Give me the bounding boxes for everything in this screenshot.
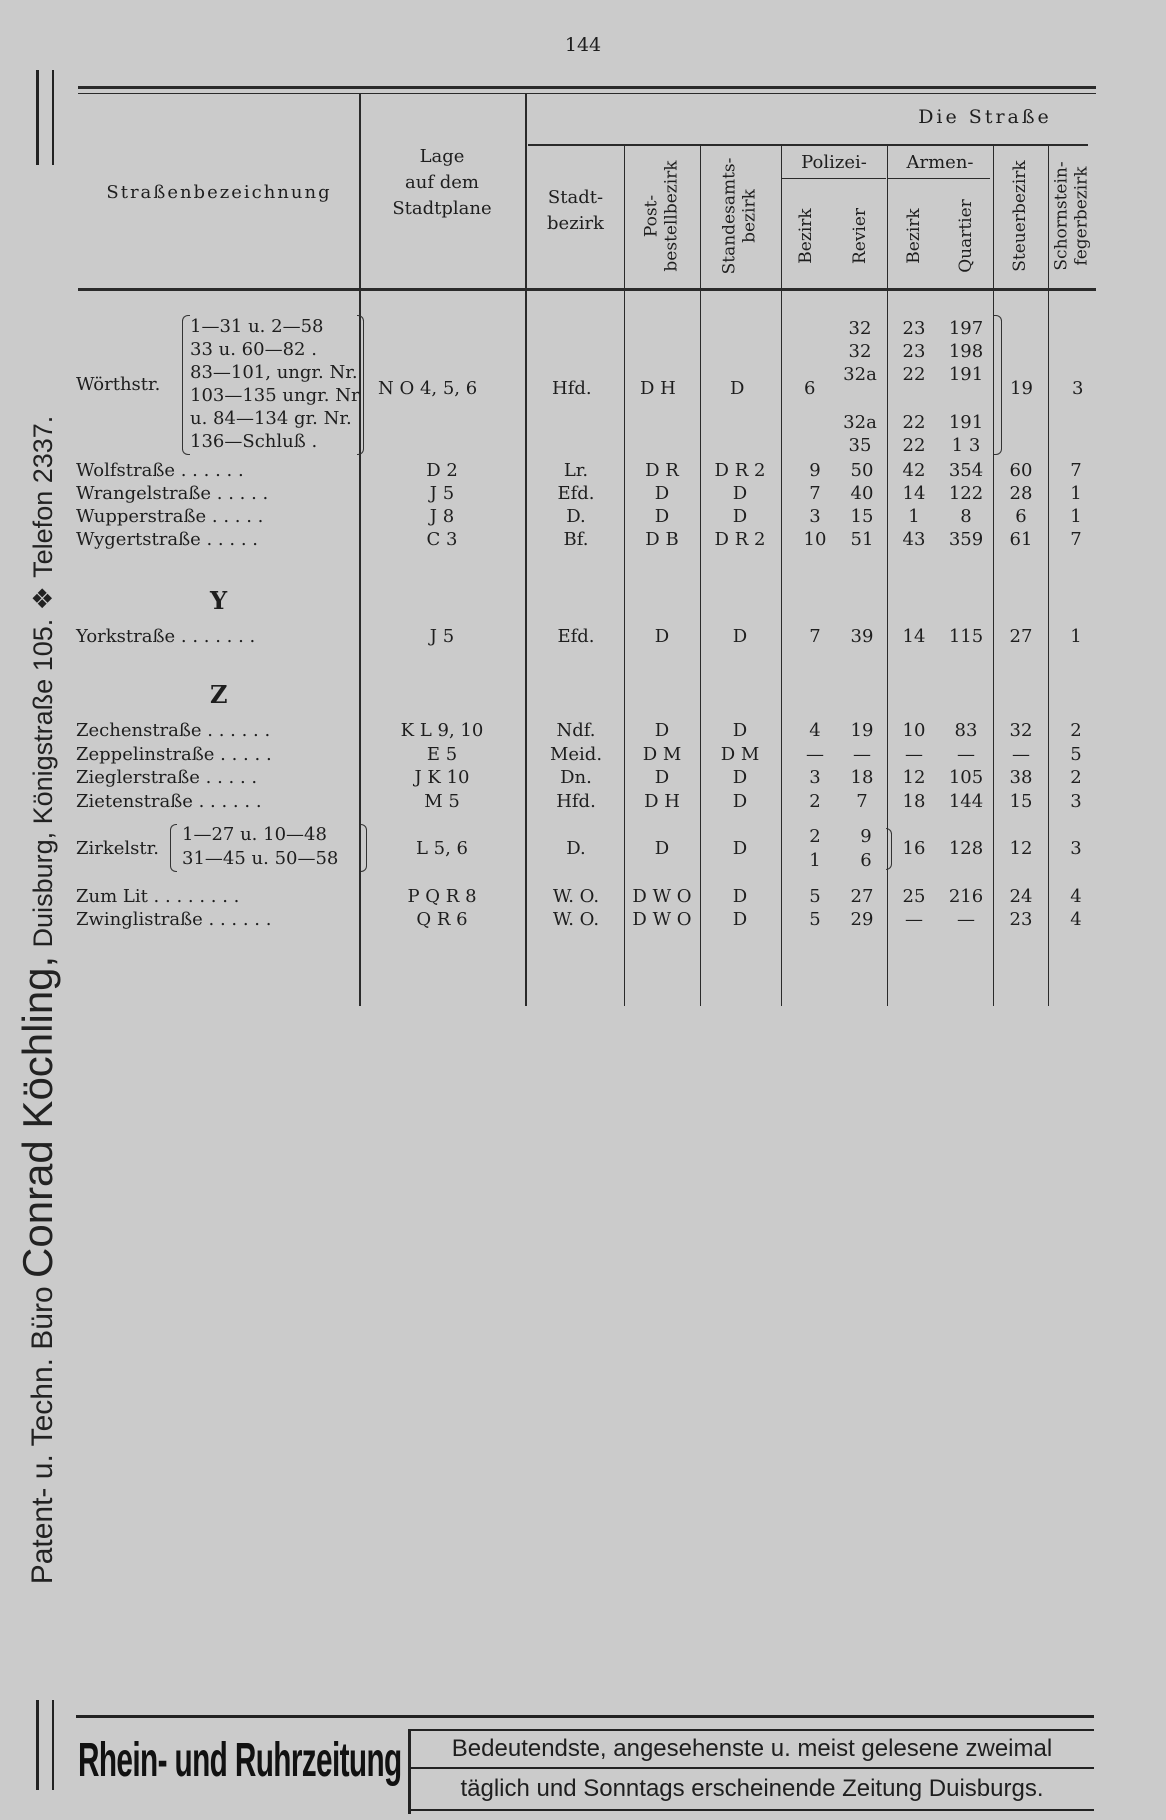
cell-q: 8 xyxy=(960,506,972,527)
zirkel-post: D xyxy=(654,838,670,859)
cell-rev: 18 xyxy=(850,767,874,788)
cell-q: 115 xyxy=(948,626,984,647)
header-armen-quartier: Quartier xyxy=(955,199,976,273)
cell-stand: D xyxy=(732,909,748,930)
header-polizei: Polizei- xyxy=(801,152,867,173)
table-row xyxy=(0,506,1166,529)
header-stand-line2: bezirk xyxy=(740,189,760,243)
zirkel-armen-bezirk: 16 xyxy=(902,838,926,859)
cell-st: 15 xyxy=(1009,790,1033,812)
woerth-range: 136—Schluß . xyxy=(190,431,318,452)
woerth-revier: 35 xyxy=(848,435,872,456)
zirkel-range: 31—45 u. 50—58 xyxy=(182,848,339,869)
cell-stadt: Dn. xyxy=(560,767,592,788)
cell-sch: 5 xyxy=(1070,743,1082,765)
cell-lage: C 3 xyxy=(426,529,458,550)
cell-sch: 3 xyxy=(1070,790,1082,812)
header-stadt-line2: bezirk xyxy=(547,213,604,235)
zirkel-schorn: 3 xyxy=(1070,838,1082,859)
cell-ab: 14 xyxy=(902,626,926,647)
header-schornstein xyxy=(1052,161,1093,270)
cell-stadt: Hfd. xyxy=(556,790,596,812)
woerth-name: Wörthstr. xyxy=(76,374,161,395)
cell-name: Zieglerstraße . . . . . xyxy=(76,767,258,788)
cell-name: Wygertstraße . . . . . xyxy=(76,529,258,550)
cell-stadt: W. O. xyxy=(552,886,600,907)
cell-pb: 7 xyxy=(809,483,821,504)
cell-pb: 5 xyxy=(809,909,821,930)
cell-lage: K L 9, 10 xyxy=(400,720,484,741)
woerth-quartier: 191 xyxy=(948,364,984,385)
zirkel-steuer: 12 xyxy=(1009,838,1033,859)
zirkel-revier: 6 xyxy=(860,850,872,871)
cell-post: D W O xyxy=(632,909,692,930)
header-lage-line1: Lage xyxy=(419,146,465,167)
header-armen: Armen- xyxy=(906,152,974,173)
cell-ab: 25 xyxy=(902,886,926,907)
header-lage-line3: Stadtplane xyxy=(392,198,492,220)
cell-q: 122 xyxy=(948,483,984,504)
cell-q: — xyxy=(957,743,975,765)
cell-pb: 5 xyxy=(809,886,821,907)
cell-q: 105 xyxy=(948,767,984,788)
cell-pb: 7 xyxy=(809,626,821,647)
table-row xyxy=(0,626,1166,649)
cell-sch: 1 xyxy=(1070,506,1082,527)
cell-lage: Q R 6 xyxy=(416,909,468,930)
cell-rev: — xyxy=(853,743,871,765)
cell-rev: 39 xyxy=(850,626,874,647)
cell-sch: 2 xyxy=(1070,720,1082,741)
cell-stand: D xyxy=(732,626,748,647)
cell-stadt: Lr. xyxy=(563,460,589,481)
header-postbezirk xyxy=(642,160,683,271)
header-polizei-revier: Revier xyxy=(849,207,870,265)
woerth-armen-bezirk: 23 xyxy=(902,341,926,362)
zirkel-revier: 9 xyxy=(860,826,872,847)
side-ad-address: Duisburg, Königstraße 105. xyxy=(28,618,58,948)
header-schorn-line1: Schornstein- xyxy=(1051,161,1072,271)
cell-stadt: D. xyxy=(566,506,586,527)
cell-sch: 7 xyxy=(1070,529,1082,550)
cell-ab: 12 xyxy=(902,767,926,788)
woerth-revier: 32 xyxy=(848,318,872,339)
cell-sch: 1 xyxy=(1070,483,1082,504)
cell-lage: D 2 xyxy=(426,460,458,481)
header-post-line1: Post- xyxy=(641,194,662,238)
cell-rev: 51 xyxy=(850,529,874,550)
woerth-stand: D xyxy=(730,378,745,399)
table-row xyxy=(0,460,1166,483)
cell-name: Zeppelinstraße . . . . . xyxy=(76,743,272,765)
cell-stand: D xyxy=(732,483,748,504)
cell-ab: 42 xyxy=(902,460,926,481)
table-row xyxy=(0,720,1166,743)
cell-stand: D M xyxy=(720,743,760,765)
header-stadtbezirk xyxy=(528,185,623,237)
cell-rev: 29 xyxy=(850,909,874,930)
cell-stand: D R 2 xyxy=(714,529,766,550)
cell-sch: 4 xyxy=(1070,886,1082,907)
cell-lage: J 5 xyxy=(429,483,455,504)
section-letter-y: Y xyxy=(210,586,228,615)
cell-q: 359 xyxy=(948,529,984,550)
woerth-range: u. 84—134 gr. Nr. xyxy=(190,408,352,429)
woerth-range: 83—101, ungr. Nr. xyxy=(190,362,358,383)
cell-ab: 10 xyxy=(902,720,926,741)
cell-stadt: Efd. xyxy=(557,626,595,647)
cell-rev: 15 xyxy=(850,506,874,527)
cell-st: 23 xyxy=(1009,909,1033,930)
table-row xyxy=(0,791,1166,814)
woerth-armen-bezirk: 22 xyxy=(902,435,926,456)
woerth-range: 33 u. 60—82 . xyxy=(190,339,317,360)
cell-ab: 43 xyxy=(902,529,926,550)
cell-pb: — xyxy=(806,743,824,765)
cell-st: 6 xyxy=(1015,506,1027,527)
table-row xyxy=(0,483,1166,506)
header-polizei-bezirk: Bezirk xyxy=(795,208,816,264)
cell-name: Wrangelstraße . . . . . xyxy=(76,483,269,504)
woerth-quartier: 197 xyxy=(948,318,984,339)
side-ad-prefix: Patent- u. Techn. Büro xyxy=(26,1286,59,1585)
cell-lage: M 5 xyxy=(424,790,460,812)
cell-post: D B xyxy=(645,529,679,550)
cell-lage: J K 10 xyxy=(414,767,470,788)
cell-name: Wolfstraße . . . . . . xyxy=(76,460,244,481)
header-post-line2: bestellbezirk xyxy=(662,160,682,272)
header-armen-bezirk: Bezirk xyxy=(903,208,924,264)
cell-stand: D R 2 xyxy=(714,460,766,481)
cell-q: 83 xyxy=(954,720,978,741)
woerth-revier: 32a xyxy=(843,364,877,385)
header-stadt-line1: Stadt- xyxy=(547,187,604,208)
cell-stand: D xyxy=(732,767,748,788)
cell-ab: 18 xyxy=(902,790,926,812)
woerth-steuer: 19 xyxy=(1010,378,1033,399)
cell-q: 216 xyxy=(948,886,984,907)
woerth-lage: N O 4, 5, 6 xyxy=(378,378,478,399)
woerth-armen-bezirk: 23 xyxy=(902,318,926,339)
cell-rev: 27 xyxy=(850,886,874,907)
cell-ab: — xyxy=(905,743,923,765)
cell-post: D H xyxy=(644,790,680,812)
cell-sch: 1 xyxy=(1070,626,1082,647)
cell-st: — xyxy=(1012,743,1030,765)
woerth-quartier: 1 3 xyxy=(951,435,981,456)
cell-q: — xyxy=(957,909,975,930)
woerth-schorn: 3 xyxy=(1072,378,1084,399)
side-ad-text xyxy=(14,416,62,1585)
cell-sch: 4 xyxy=(1070,909,1082,930)
cell-stand: D xyxy=(732,790,748,812)
cell-pb: 3 xyxy=(809,506,821,527)
side-ad-name: Conrad Köchling, xyxy=(14,955,61,1278)
cell-pb: 2 xyxy=(809,790,821,812)
cell-stadt: Ndf. xyxy=(556,720,596,741)
woerth-quartier: 198 xyxy=(948,341,984,362)
cell-stand: D xyxy=(732,506,748,527)
cell-post: D xyxy=(654,483,670,504)
cell-ab: 1 xyxy=(908,506,920,527)
cell-post: D R xyxy=(645,460,679,481)
header-lage xyxy=(362,144,522,222)
cell-st: 27 xyxy=(1009,626,1033,647)
woerth-armen-bezirk: 22 xyxy=(902,412,926,433)
cell-st: 24 xyxy=(1009,886,1033,907)
header-lage-line2: auf dem xyxy=(405,172,479,194)
cell-stadt: Efd. xyxy=(557,483,595,504)
cell-post: D xyxy=(654,626,670,647)
cell-sch: 7 xyxy=(1070,460,1082,481)
cell-lage: J 8 xyxy=(429,506,455,527)
footer-line1: Bedeutendste, angesehenste u. meist gelesene zweimal xyxy=(451,1735,1053,1762)
cell-rev: 19 xyxy=(850,720,874,741)
cell-lage: P Q R 8 xyxy=(407,886,477,907)
cell-post: D xyxy=(654,767,670,788)
cell-stadt: W. O. xyxy=(552,909,600,930)
table-row xyxy=(0,767,1166,790)
woerth-post: D H xyxy=(640,378,676,399)
cell-post: D xyxy=(654,506,670,527)
zirkel-pol-bezirk: 2 xyxy=(809,826,821,847)
table-row xyxy=(0,909,1166,932)
cell-st: 28 xyxy=(1009,483,1033,504)
cell-name: Wupperstraße . . . . . xyxy=(76,506,264,527)
cell-pb: 3 xyxy=(809,767,821,788)
footer-line2: täglich und Sonntags erscheinende Zeitung Duisburgs. xyxy=(460,1775,1044,1802)
woerth-range: 103—135 ungr. Nr xyxy=(190,385,360,406)
woerth-armen-bezirk: 22 xyxy=(902,364,926,385)
side-ad-phone: Telefon 2337. xyxy=(28,415,58,578)
zirkel-name: Zirkelstr. xyxy=(76,838,160,859)
cell-rev: 40 xyxy=(850,483,874,504)
footer-advertisement xyxy=(76,1715,1094,1820)
cell-stadt: Meid. xyxy=(549,743,603,765)
cell-st: 32 xyxy=(1009,720,1033,741)
zirkel-quartier: 128 xyxy=(948,838,984,859)
table-row xyxy=(0,886,1166,909)
cell-stadt: Bf. xyxy=(563,529,589,550)
cell-name: Yorkstraße . . . . . . . xyxy=(76,626,256,647)
cell-st: 60 xyxy=(1009,460,1033,481)
cell-lage: E 5 xyxy=(426,743,458,765)
cell-rev: 7 xyxy=(856,790,868,812)
woerth-range: 1—31 u. 2—58 xyxy=(190,316,324,337)
woerth-stadt: Hfd. xyxy=(552,378,592,399)
header-stand-line1: Standesamts- xyxy=(719,157,740,275)
cell-pb: 9 xyxy=(809,460,821,481)
cell-lage: J 5 xyxy=(429,626,455,647)
cell-q: 144 xyxy=(948,790,984,812)
cell-st: 38 xyxy=(1009,767,1033,788)
cell-pb: 10 xyxy=(803,529,827,550)
cell-ab: 14 xyxy=(902,483,926,504)
page-number: 144 xyxy=(564,34,602,56)
cell-sch: 2 xyxy=(1070,767,1082,788)
cell-pb: 4 xyxy=(809,720,821,741)
cell-stand: D xyxy=(732,720,748,741)
section-letter-z: Z xyxy=(210,680,228,709)
header-street-name: Straßenbezeichnung xyxy=(106,182,332,203)
cell-st: 61 xyxy=(1009,529,1033,550)
woerth-quartier: 191 xyxy=(948,412,984,433)
cell-stand: D xyxy=(732,886,748,907)
cell-post: D W O xyxy=(632,886,692,907)
cell-name: Zechenstraße . . . . . . xyxy=(76,720,271,741)
cell-rev: 50 xyxy=(850,460,874,481)
footer-newspaper-name: Rhein- und Ruhrzeitung xyxy=(78,1734,402,1787)
cell-q: 354 xyxy=(948,460,984,481)
side-ad-separator: ❖ xyxy=(28,586,58,611)
cell-name: Zietenstraße . . . . . . xyxy=(76,790,262,812)
cell-name: Zwinglistraße . . . . . . xyxy=(76,909,272,930)
header-standesamt xyxy=(720,158,761,275)
zirkel-stadt: D. xyxy=(566,838,586,859)
woerth-pol-bezirk: 6 xyxy=(804,378,816,399)
zirkel-stand: D xyxy=(732,838,748,859)
table-row xyxy=(0,744,1166,767)
header-steuerbezirk: Steuerbezirk xyxy=(1009,160,1030,272)
header-group-title: Die Straße xyxy=(918,106,1052,128)
header-schorn-line2: fegerbezirk xyxy=(1072,166,1092,266)
woerth-revier: 32a xyxy=(843,412,877,433)
cell-ab: — xyxy=(905,909,923,930)
cell-name: Zum Lit . . . . . . . . xyxy=(76,886,240,907)
table-row xyxy=(0,529,1166,552)
zirkel-pol-bezirk: 1 xyxy=(809,850,821,871)
cell-post: D M xyxy=(642,743,682,765)
zirkel-lage: L 5, 6 xyxy=(415,838,469,859)
woerth-revier: 32 xyxy=(848,341,872,362)
cell-post: D xyxy=(654,720,670,741)
zirkel-range: 1—27 u. 10—48 xyxy=(182,824,327,845)
